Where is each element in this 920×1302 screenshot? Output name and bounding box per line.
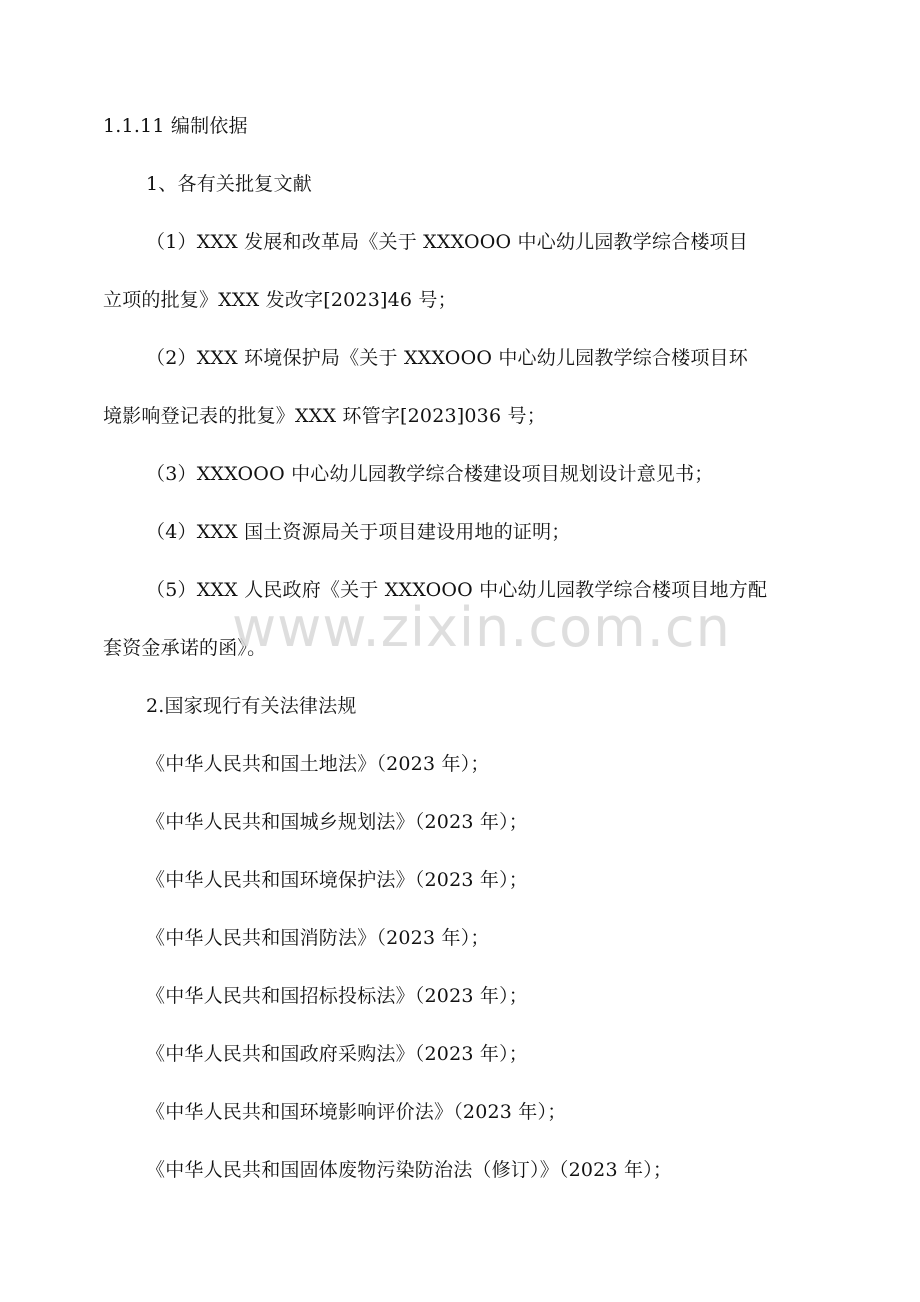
approval-item-1-line1: （1）XXX 发展和改革局《关于 XXXOOO 中心幼儿园教学综合楼项目 — [146, 231, 748, 253]
law-item: 《中华人民共和国环境保护法》（2023 年）； — [146, 869, 528, 891]
law-item: 《中华人民共和国城乡规划法》（2023 年）； — [146, 811, 528, 833]
approval-item-4: （4）XXX 国土资源局关于项目建设用地的证明； — [146, 521, 571, 543]
law-item: 《中华人民共和国政府采购法》（2023 年）； — [146, 1043, 528, 1065]
approval-item-2-line1: （2）XXX 环境保护局《关于 XXXOOO 中心幼儿园教学综合楼项目环 — [146, 347, 748, 369]
approval-item-1-line2: 立项的批复》XXX 发改字[2023]46 号； — [103, 289, 457, 311]
section-heading: 1.1.11 编制依据 — [103, 115, 248, 137]
approval-item-5-line1: （5）XXX 人民政府《关于 XXXOOO 中心幼儿园教学综合楼项目地方配 — [146, 579, 768, 601]
part1-title: 1、各有关批复文献 — [146, 173, 312, 195]
watermark: www.zixin.com.cn — [232, 596, 731, 659]
approval-item-3: （3）XXXOOO 中心幼儿园教学综合楼建设项目规划设计意见书； — [146, 463, 714, 485]
law-item: 《中华人民共和国招标投标法》（2023 年）； — [146, 985, 528, 1007]
approval-item-5-line2: 套资金承诺的函》。 — [103, 637, 267, 659]
part2-title: 2.国家现行有关法律法规 — [146, 695, 357, 717]
law-item: 《中华人民共和国土地法》（2023 年）； — [146, 753, 490, 775]
approval-item-2-line2: 境影响登记表的批复》XXX 环管字[2023]036 号； — [103, 405, 546, 427]
law-item: 《中华人民共和国环境影响评价法》（2023 年）； — [146, 1101, 567, 1123]
law-item: 《中华人民共和国固体废物污染防治法（修订）》（2023 年）； — [146, 1159, 673, 1181]
law-item: 《中华人民共和国消防法》（2023 年）； — [146, 927, 490, 949]
